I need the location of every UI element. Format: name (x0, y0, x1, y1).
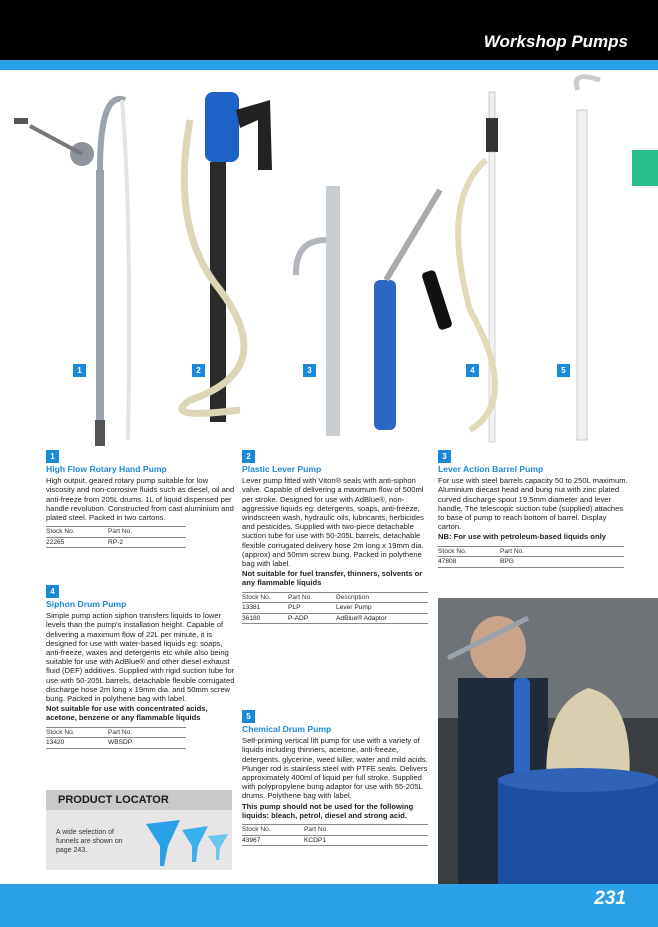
page-number: 231 (594, 888, 626, 909)
product-section-2 (242, 450, 432, 624)
section-heading: Lever Action Barrel Pump (438, 464, 544, 474)
stock-table: Stock No. Part No. 22265 RP-2 (46, 526, 186, 548)
lever-barrel-pump-image (296, 186, 453, 436)
image-label-2: 2 (192, 364, 205, 377)
section-number: 5 (242, 710, 255, 723)
header-accent-stripe (0, 60, 658, 70)
section-heading: High Flow Rotary Hand Pump (46, 464, 167, 474)
table-row: 43967 KCDP1 (242, 835, 428, 846)
product-locator[interactable] (46, 790, 232, 870)
section-note: Not suitable for use with concentrated acids, acetone, benzene or any flammable liquids (46, 704, 208, 723)
section-note: NB: For use with petroleum-based liquids only (438, 532, 606, 542)
section-heading: Siphon Drum Pump (46, 599, 127, 609)
section-body: High output, geared rotary pump suitable for low viscosity and non-corrosive fluids such as diesel, oil and anti-freeze from 205L drums. 1L of liquid dispensed per handle revolution. Constructed from cast aluminium and plated steel. Packed in two cartons. (46, 476, 235, 523)
section-heading: Chemical Drum Pump (242, 724, 332, 734)
table-row: 22265 RP-2 (46, 537, 186, 548)
product-section-3 (438, 450, 628, 568)
product-section-4 (46, 585, 236, 749)
rotary-pump-image (14, 99, 129, 446)
section-number: 3 (438, 450, 451, 463)
section-number: 2 (242, 450, 255, 463)
product-section-5 (242, 710, 432, 846)
image-label-5: 5 (557, 364, 570, 377)
image-label-1: 1 (73, 364, 86, 377)
chemical-drum-pump-image (576, 77, 600, 440)
product-images (0, 70, 658, 450)
pump-in-use-photo (438, 598, 658, 884)
footer-bar (0, 884, 658, 927)
table-row: 13420 WBSDP (46, 738, 186, 749)
section-body: Self-priming vertical lift pump for use with a variety of liquids including thinners, acetone, anti-freeze, detergents, glycerine, weed killer, water and mild acids. Plunger rod is stainless steel with PTFE seals. Delivers approximately 400ml of liquid per full stroke. Supplied with polypropylene bung adaptor for use with 55-205L drums. Polythene bag with label. (242, 736, 428, 801)
stock-table: Stock No. Part No. 13420 WBSDP (46, 727, 186, 749)
siphon-drum-pump-image (458, 92, 498, 442)
section-body: Lever pump fitted with Viton® seals with anti-siphon valve. Capable of delivering a maximum flow of 500ml per stroke. Designed for use with AdBlue®, non-aggressive liquids eg: detergents, soaps, anti-freeze, windscreen wash, hydraulic oils, lubricants, herbicides and pesticides. Supplied with two-piece detachable suction tube for use with 50-205L barrels, detachable flexible corrugated delivery hose 2m long x 19mm dia. (approx) and 50mm screw bung. Packed in polythene bag with label. (242, 476, 424, 569)
locator-title: PRODUCT LOCATOR (46, 790, 232, 810)
stock-table: Stock No. Part No. 43967 KCDP1 (242, 824, 428, 846)
table-row: 13381 PLP Lever Pump (242, 603, 428, 614)
section-body: For use with steel barrels capacity 50 to 250L maximum. Aluminium diecast head and bung nut with zinc plated curved discharge spout 19.5mm diameter and lever handle. The telescopic suction tube (supplied) attaches to base of pump to reach bottom of barrel. Display carton. (438, 476, 628, 532)
section-body: Simple pump action siphon transfers liquids to lower levels than the pump's installation height. Capable of delivering a maximum flow of 22L per minute, it is designed for use with water-based liquids eg: soaps, anti-freeze, waxes and detergents etc while also being suitable for use with AdBlue® and other diesel exhaust fluid (DEF) additives. Supplied with rigid suction tube for use with 50-205L barrels, detachable flexible corrugated discharge hose 2m long x 19mm dia. and 50mm screw bung. Packed in polythene bag with label. (46, 611, 235, 704)
page-title: Workshop Pumps (483, 32, 628, 51)
stock-table: Stock No. Part No. 47808 BPG (438, 546, 624, 568)
section-heading: Plastic Lever Pump (242, 464, 322, 474)
table-row: 47808 BPG (438, 557, 624, 568)
image-label-3: 3 (303, 364, 316, 377)
section-number: 4 (46, 585, 59, 598)
section-note: This pump should not be used for the following liquids: bleach, petrol, diesel and strong acid. (242, 801, 414, 820)
table-row: 36180 P-ADP AdBlue® Adaptor (242, 613, 428, 624)
product-section-1 (46, 450, 236, 548)
header-bar (0, 0, 658, 60)
section-number: 1 (46, 450, 59, 463)
image-label-4: 4 (466, 364, 479, 377)
locator-text: A wide selection of funnels are shown on page 243. (56, 829, 123, 854)
funnel-icon (142, 814, 230, 868)
section-note: Not suitable for fuel transfer, thinners, solvents or any flammable liquids (242, 569, 423, 588)
stock-table: Stock No. Part No. Description 13381 PLP Lever Pump 36180 P-ADP AdBlue® Adaptor (242, 592, 428, 625)
